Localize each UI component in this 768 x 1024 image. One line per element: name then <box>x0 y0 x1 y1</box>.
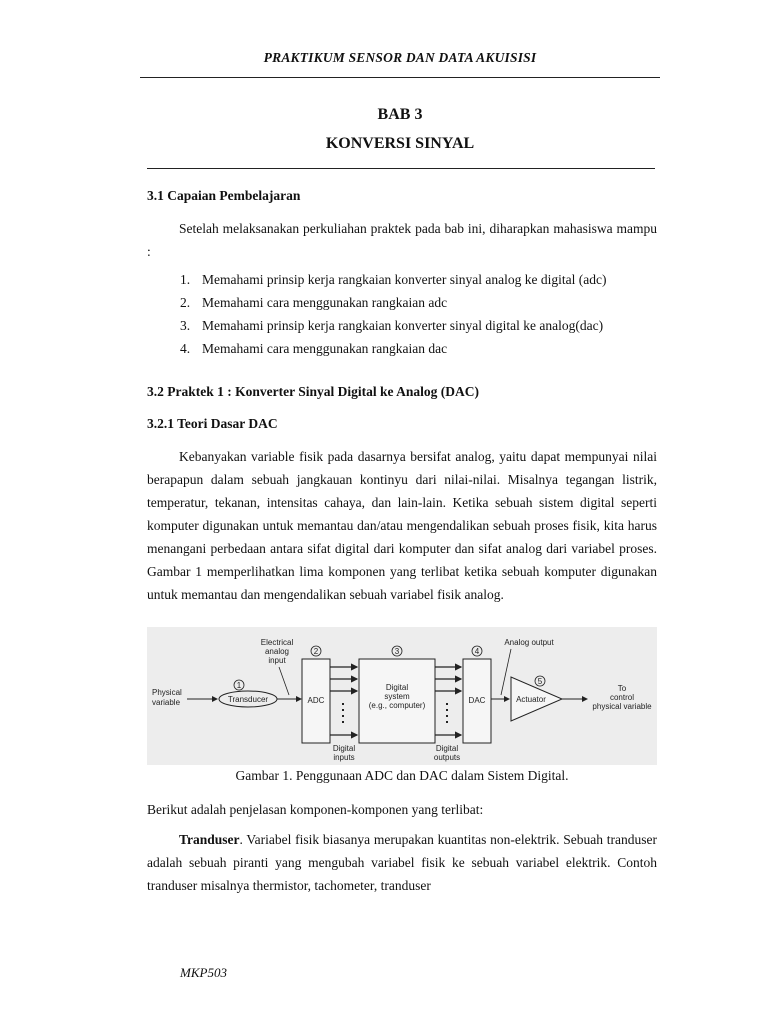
running-header: PRAKTIKUM SENSOR DAN DATA AKUISISI <box>263 50 537 65</box>
marker-5-label: 5 <box>537 677 543 686</box>
section-3-1-heading: 3.1 Capaian Pembelajaran <box>147 188 301 203</box>
digital-system-label: system <box>384 692 410 701</box>
electrical-analog-input-label: analog <box>264 647 290 656</box>
list-item-text: Memahami prinsip kerja rangkaian konverter sinyal analog ke digital (adc) <box>202 272 607 287</box>
section-3-2-1-heading: 3.2.1 Teori Dasar DAC <box>147 416 278 431</box>
actuator-label: Actuator <box>516 695 546 704</box>
tranduser-text: . Variabel fisik biasanya merupakan kuantitas non-elektrik. Sebuah tranduser adalah sebuah piranti yang mengubah variabel fisik ke sebuah variabel elektrik. Contoh tranduser misalnya thermistor, tachometer, tranduser <box>147 832 657 893</box>
list-item-number: 2. <box>180 295 191 310</box>
list-item-number: 4. <box>180 341 191 356</box>
to-control-label: physical variable <box>592 702 652 711</box>
to-control-label: control <box>609 693 635 702</box>
leader-line <box>279 667 289 695</box>
block-diagram-svg <box>147 627 657 765</box>
components-intro: Berikut adalah penjelasan komponen-komponen yang terlibat: <box>147 802 484 817</box>
tranduser-term: Tranduser <box>179 832 240 847</box>
electrical-analog-input-label: input <box>268 656 286 665</box>
header-rule <box>140 77 660 78</box>
section-3-2-heading: 3.2 Praktek 1 : Konverter Sinyal Digital ke Analog (DAC) <box>147 384 479 399</box>
list-item-text: Memahami cara menggunakan rangkaian adc <box>202 295 448 310</box>
to-control-label: To <box>617 684 627 693</box>
figure-caption: Gambar 1. Penggunaan ADC dan DAC dalam Sistem Digital. <box>235 768 569 783</box>
section-3-1-intro-text: Setelah melaksanakan perkuliahan praktek pada bab ini, diharapkan mahasiswa mampu : <box>147 221 657 259</box>
physical-variable-label: Physical <box>152 688 182 697</box>
page-footer-code: MKP503 <box>180 965 227 980</box>
dac-label: DAC <box>468 696 486 705</box>
leader-line <box>501 649 511 695</box>
list-item-number: 1. <box>180 272 191 287</box>
section-3-1-intro <box>147 217 657 263</box>
dac-theory-text: Kebanyakan variable fisik pada dasarnya bersifat analog, yaitu dapat mempunyai nilai berapapun dalam sebuah jangkauan kontinyu dari nilai-nilai. Misalnya tegangan listrik, temperatur, tekanan, intensitas cahaya, dan lain-lain. Ketika sebuah sistem digital seperti komputer digunakan untuk memantau dan/atau mengendalikan sebuah proses fisik, kita harus menangani perbedaan antara sifat digital dari komputer dan sifat analog dari variabel proses. Gambar 1 memperlihatkan lima komponen yang terlibat ketika sebuah komputer digunakan untuk memantau dan mengendalikan sebuah variabel fisik analog. <box>147 449 657 602</box>
list-item <box>180 337 606 360</box>
electrical-analog-input-label: Electrical <box>260 638 294 647</box>
title-rule <box>147 168 655 169</box>
adc-label: ADC <box>307 696 325 705</box>
adc-dac-block-diagram <box>147 627 657 765</box>
chapter-title: KONVERSI SINYAL <box>325 135 475 152</box>
tranduser-paragraph <box>147 828 657 897</box>
digital-outputs-label: Digital <box>435 744 459 753</box>
physical-variable-label: variable <box>152 698 181 707</box>
digital-inputs-label: inputs <box>333 753 355 762</box>
dac-theory-paragraph <box>147 445 657 606</box>
list-item-text: Memahami cara menggunakan rangkaian dac <box>202 341 448 356</box>
list-item-number: 3. <box>180 318 191 333</box>
list-item-text: Memahami prinsip kerja rangkaian konverter sinyal digital ke analog(dac) <box>202 318 604 333</box>
analog-output-label: Analog output <box>504 638 554 647</box>
objectives-list <box>180 268 606 360</box>
chapter-number: BAB 3 <box>377 106 423 123</box>
marker-2-label: 2 <box>313 647 319 656</box>
digital-system-label: (e.g., computer) <box>368 701 426 710</box>
marker-3-label: 3 <box>394 647 400 656</box>
transducer-label: Transducer <box>227 695 269 704</box>
list-item <box>180 268 606 291</box>
digital-inputs-label: Digital <box>332 744 356 753</box>
digital-system-label: Digital <box>385 683 409 692</box>
list-item <box>180 291 606 314</box>
marker-4-label: 4 <box>474 647 480 656</box>
digital-outputs-label: outputs <box>433 753 461 762</box>
marker-1-label: 1 <box>236 681 242 690</box>
list-item <box>180 314 606 337</box>
